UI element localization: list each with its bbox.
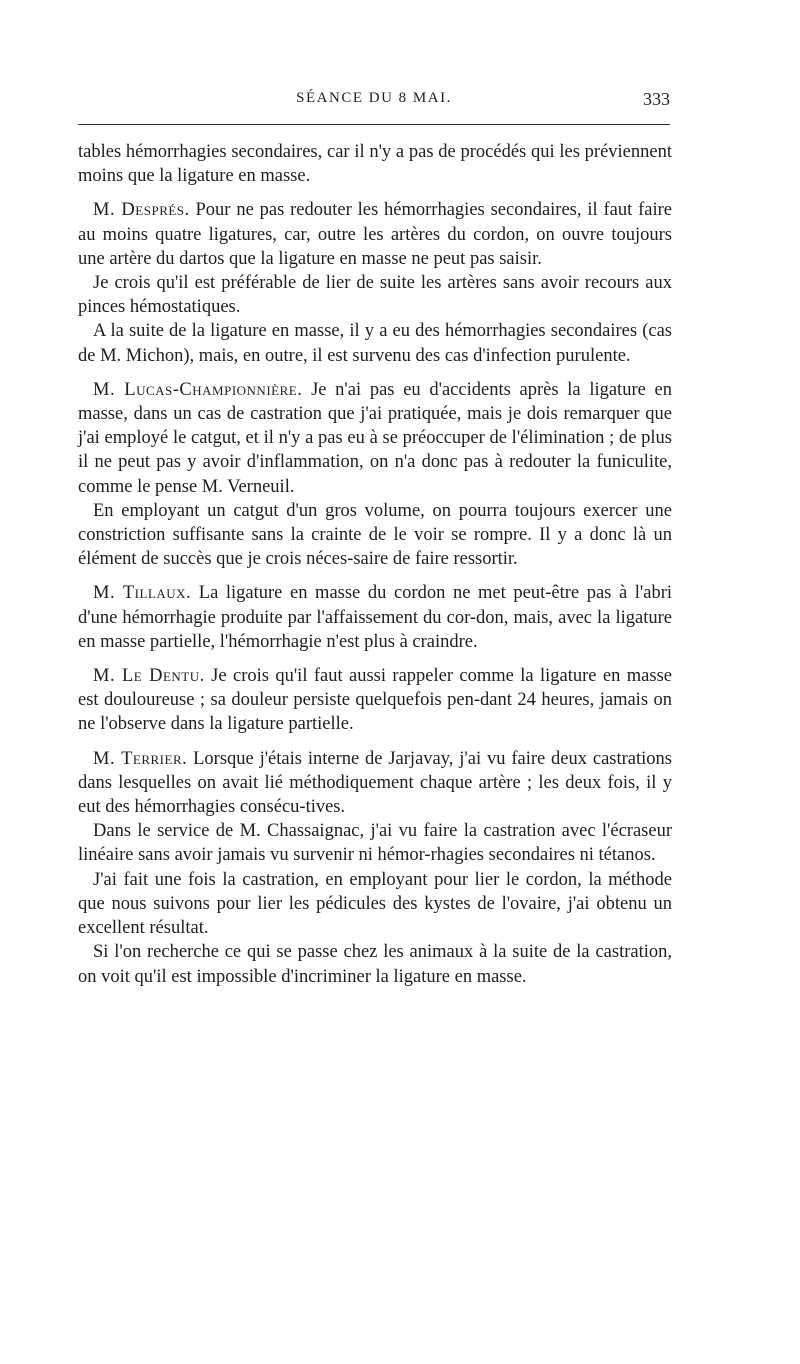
paragraph-text: La ligature en masse du cordon ne met peut-être pas à l'abri d'une hémorrhagie produite par l'affaissement du cor-don, mais, avec la ligature en masse partielle, l'hémorrhagie n'est plus à craindre.	[78, 583, 673, 652]
page-number: 333	[643, 89, 670, 109]
header-rule	[78, 124, 670, 125]
speaker-name: M. Tillaux.	[93, 583, 192, 604]
paragraph-text: Je crois qu'il est préférable de lier de suite les artères sans avoir recours aux pinces hémostatiques.	[78, 273, 672, 318]
paragraph	[78, 319, 672, 367]
speaker-name: M. Després.	[93, 200, 190, 221]
paragraph-text: J'ai fait une fois la castration, en employant pour lier le cordon, la méthode que nous suivons pour lier les pédicules des kystes de l'ovaire, j'ai obtenu un excellent résultat.	[78, 869, 672, 939]
paragraph-text: Dans le service de M. Chassaignac, j'ai vu faire la castration avec l'écraseur linéaire sans avoir jamais vu survenir ni hémor-rhagies secondaires ni tétanos.	[78, 821, 672, 866]
paragraph	[78, 940, 672, 988]
paragraph-text: A la suite de la ligature en masse, il y a eu des hémorrhagies secondaires (cas de M. Michon), mais, en outre, il est survenu des cas d'infection purulente.	[78, 321, 672, 366]
running-head	[78, 90, 670, 114]
paragraph-text: En employant un catgut d'un gros volume, on pourra toujours exercer une constriction suffisante sans la crainte de le voir se rompre. Il y a donc là un élément de succès que je crois néces-saire de faire ressortir.	[78, 500, 672, 570]
body-text	[78, 140, 672, 989]
paragraph-continuation	[78, 140, 672, 188]
paragraph-despres	[78, 198, 672, 271]
paragraph-tillaux	[78, 581, 672, 654]
paragraph-lucas-championniere	[78, 378, 672, 499]
paragraph-text: Lorsque j'étais interne de Jarjavay, j'ai vu faire deux castrations dans lesquelles on avait lié méthodiquement chaque artère ; les deux fois, il y eut des hémorrhagies consécu-tives.	[78, 748, 672, 818]
speaker-name: M. Terrier.	[93, 748, 188, 769]
paragraph-text: Je n'ai pas eu d'accidents après la ligature en masse, dans un cas de castration que j'ai pratiquée, mais je dois remarquer que j'ai employé le catgut, et il n'y a pas eu à se préoccuper de l'élimination ; de plus il ne peut pas y avoir d'inflammation, on n'a donc pas à redouter la funiculite, comme le pense M. Verneuil.	[78, 379, 672, 497]
paragraph	[78, 868, 672, 941]
paragraph	[78, 819, 672, 867]
paragraph-text: Si l'on recherche ce qui se passe chez les animaux à la suite de la castration, on voit qu'il est impossible d'incriminer la ligature en masse.	[78, 942, 672, 987]
paragraph	[78, 499, 672, 572]
paragraph-text: Pour ne pas redouter les hémorrhagies secondaires, il faut faire au moins quatre ligatures, car, outre les artères du cordon, on ouvre toujours une artère du dartos que la ligature en masse ne peut pas saisir.	[78, 200, 672, 269]
paragraph-text: Je crois qu'il faut aussi rappeler comme la ligature en masse est douloureuse ; sa douleur persiste quelquefois pen-dant 24 heures, jamais on ne l'observe dans la ligature partielle.	[78, 666, 672, 735]
paragraph-le-dentu	[78, 664, 672, 737]
speaker-name: M. Lucas-Championnière.	[93, 379, 303, 400]
speaker-name: M. Le Dentu.	[93, 666, 205, 687]
paragraph	[78, 271, 672, 319]
paragraph-text: tables hémorrhagies secondaires, car il n'y a pas de procédés qui les préviennent moins que la ligature en masse.	[78, 142, 672, 187]
running-title: SÉANCE DU 8 MAI.	[296, 90, 452, 106]
paragraph-terrier	[78, 747, 672, 820]
